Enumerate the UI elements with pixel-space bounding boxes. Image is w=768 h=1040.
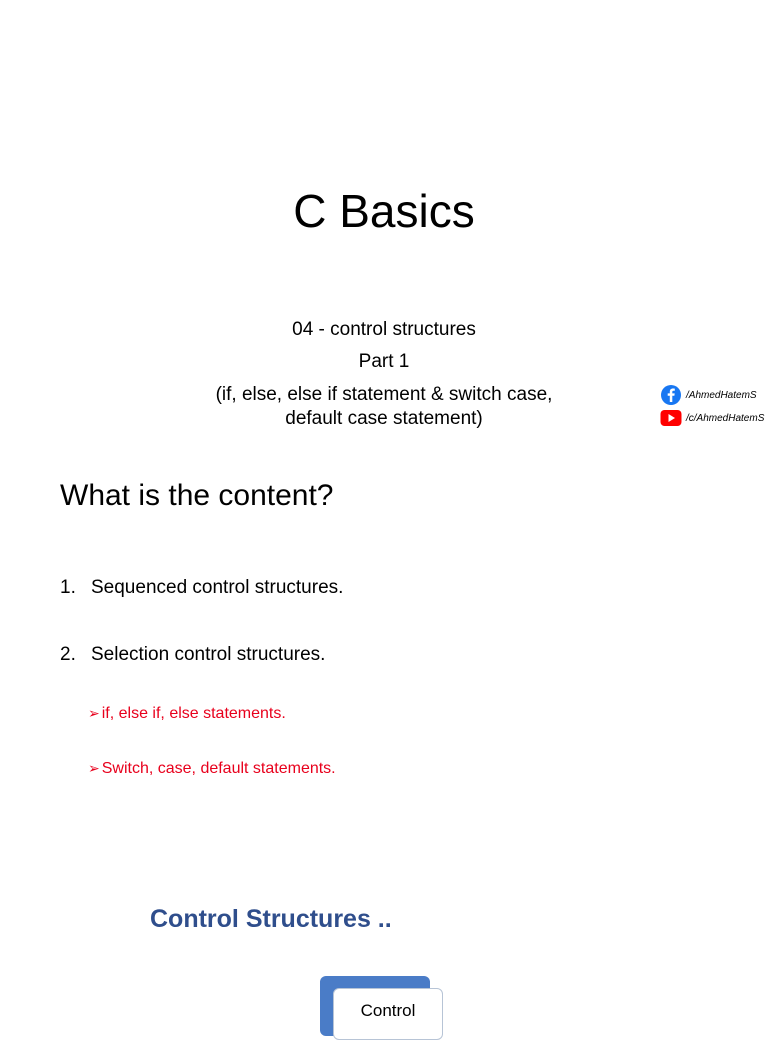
content-heading: What is the content? xyxy=(60,479,334,512)
diagram-box-control: Control xyxy=(333,988,443,1040)
youtube-handle: /c/AhmedHatemS xyxy=(686,412,765,424)
youtube-link[interactable] xyxy=(660,409,764,427)
subtitle-desc-line2: default case statement) xyxy=(285,408,483,429)
list-item-number: 2. xyxy=(60,644,76,665)
facebook-handle: /AhmedHatemS xyxy=(686,389,757,401)
sub-list-item-label: if, else if, else statements. xyxy=(101,705,286,722)
list-item-number: 1. xyxy=(60,577,76,598)
list-item-label: Selection control structures. xyxy=(91,644,326,665)
list-item xyxy=(60,643,325,667)
facebook-link[interactable] xyxy=(660,384,757,406)
diagram-title: Control Structures .. xyxy=(150,905,392,933)
sub-list-item xyxy=(88,703,286,724)
slide-title: C Basics xyxy=(293,185,475,237)
subtitle-topic: 04 - control structures xyxy=(292,319,476,340)
youtube-icon xyxy=(660,409,682,427)
arrow-bullet-icon: ➢ xyxy=(88,705,100,721)
list-item-label: Sequenced control structures. xyxy=(91,577,344,598)
sub-list-item xyxy=(88,758,336,779)
sub-list-item-label: Switch, case, default statements. xyxy=(101,760,336,777)
subtitle-desc-line1: (if, else, else if statement & switch case, xyxy=(215,384,553,405)
list-item xyxy=(60,576,343,600)
subtitle-part: Part 1 xyxy=(358,351,410,372)
facebook-icon xyxy=(660,384,682,406)
arrow-bullet-icon: ➢ xyxy=(88,760,100,776)
